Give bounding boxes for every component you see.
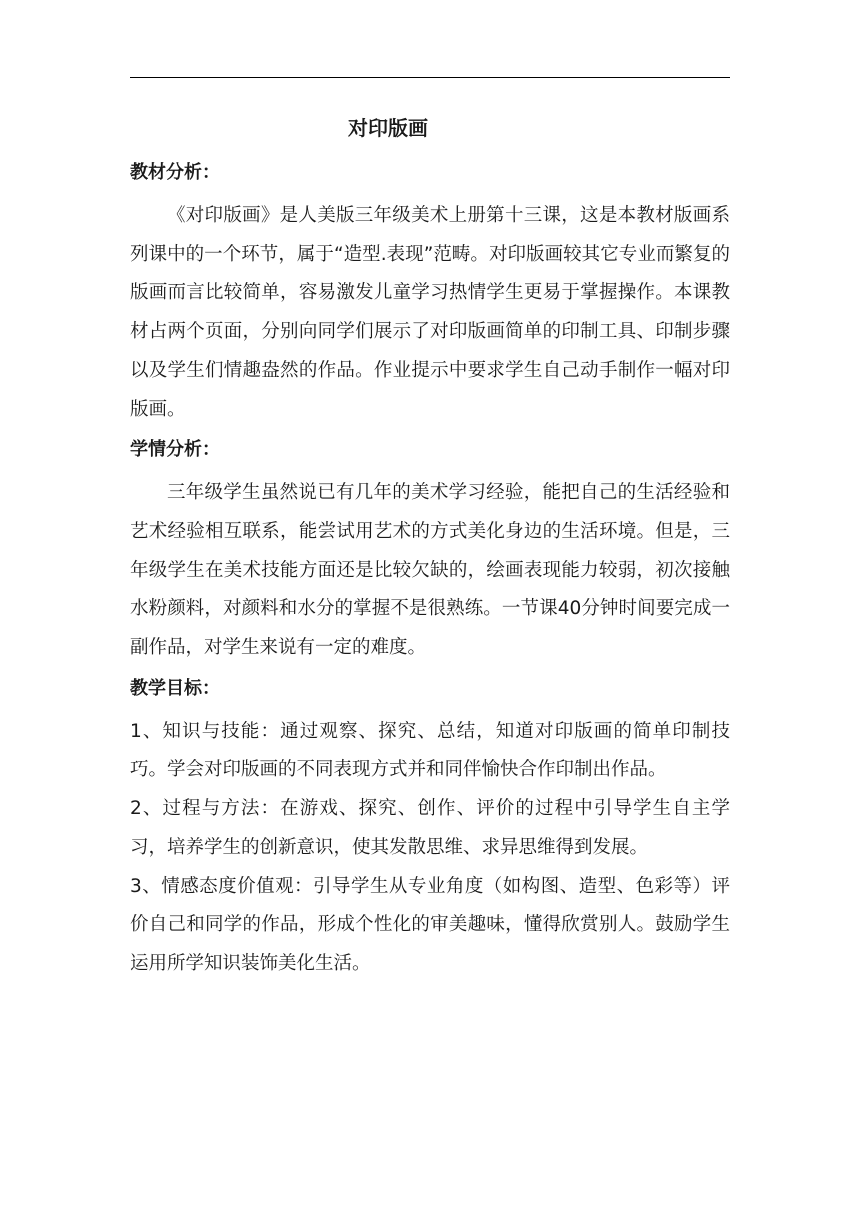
goal-item-process-methods: 2、过程与方法：在游戏、探究、创作、评价的过程中引导学生自主学习，培养学生的创新意识，使其发散思维、求异思维得到发展。 xyxy=(130,798,730,858)
paragraph-textbook-analysis: 《对印版画》是人美版三年级美术上册第十三课，这是本教材版画系列课中的一个环节，属于“造型.表现”范畴。对印版画较其它专业而繁复的版画而言比较简单，容易激发儿童学习热情学生更易于掌握操作。本课教材占两个页面，分别向同学们展示了对印版画简单的印制工具、印制步骤以及学生们情趣盎然的作品。作业提示中要求学生自己动手制作一幅对印版画。 xyxy=(130,205,730,420)
section-teaching-goals xyxy=(130,674,730,984)
section-textbook-analysis xyxy=(130,158,730,429)
section-heading-student-analysis: 学情分析： xyxy=(130,439,220,461)
goal-item-emotion-attitude-values: 3、情感态度价值观：引导学生从专业角度（如构图、造型、色彩等）评价自己和同学的作品，形成个性化的审美趣味，懂得欣赏别人。鼓励学生运用所学知识装饰美化生活。 xyxy=(130,875,730,974)
header-rule xyxy=(130,77,730,78)
section-heading-textbook-analysis: 教材分析： xyxy=(130,162,220,183)
document-body xyxy=(130,158,730,984)
page-title: 对印版画 xyxy=(348,116,428,140)
section-student-analysis xyxy=(130,435,730,668)
section-heading-teaching-goals: 教学目标： xyxy=(130,677,220,699)
goal-item-knowledge-skills: 1、知识与技能：通过观察、探究、总结，知道对印版画的简单印制技巧。学会对印版画的不同表现方式并和同伴愉快合作印制出作品。 xyxy=(130,720,730,781)
paragraph-student-analysis: 三年级学生虽然说已有几年的美术学习经验，能把自己的生活经验和艺术经验相互联系，能尝试用艺术的方式美化身边的生活环境。但是，三年级学生在美术技能方面还是比较欠缺的，绘画表现能力较弱，初次接触水粉颜料，对颜料和水分的掌握不是很熟练。一节课40分钟时间要完成一副作品，对学生来说有一定的难度。 xyxy=(130,482,730,659)
